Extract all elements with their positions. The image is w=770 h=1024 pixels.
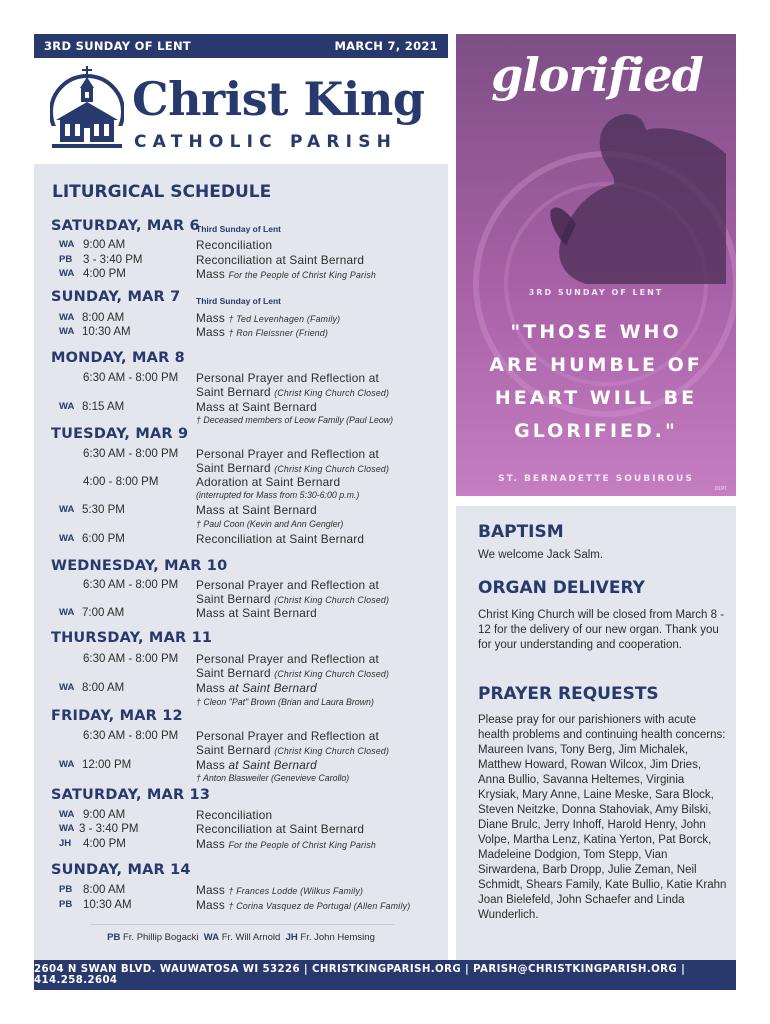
event-title-cont	[196, 385, 389, 400]
event-title	[196, 311, 340, 326]
day-heading: WEDNESDAY, MAR 10	[51, 558, 228, 574]
event-title: Reconciliation at Saint Bernard	[196, 822, 365, 836]
event-time: 10:30 AM	[82, 326, 131, 338]
header-bar	[34, 34, 448, 58]
event-title-cont	[196, 743, 389, 758]
event-detail: (Christ King Church Closed)	[274, 388, 390, 398]
event-title-text: Mass	[196, 837, 225, 851]
event-title	[196, 898, 410, 913]
clergy-name: Fr. Will Arnold	[221, 932, 281, 943]
announcements-panel	[456, 506, 736, 960]
event-time: 3 - 3:40 PM	[83, 254, 143, 266]
event-title-text: Mass	[196, 311, 225, 325]
baptism-heading: BAPTISM	[478, 522, 564, 542]
day-heading: SUNDAY, MAR 14	[51, 862, 191, 878]
event-title-text: Saint Bernard	[196, 461, 271, 475]
event-detail: † Corina Vasquez de Portugal (Allen Family)	[228, 901, 411, 911]
clergy-code: WA	[203, 932, 220, 943]
event-title-text: Mass	[196, 898, 225, 912]
event-detail: (Christ King Church Closed)	[274, 746, 390, 756]
event-title: Personal Prayer and Reflection at	[196, 652, 379, 666]
prayer-heading: PRAYER REQUESTS	[478, 684, 659, 704]
event-title: Reconciliation at Saint Bernard	[196, 532, 365, 546]
event-title: Mass at Saint Bernard	[196, 400, 317, 414]
parish-name: Christ King	[132, 72, 425, 126]
event-time: 6:30 AM - 8:00 PM	[83, 579, 179, 591]
celebrant-code: WA	[59, 239, 75, 250]
baptism-text: We welcome Jack Salm.	[478, 549, 604, 561]
event-title: Reconciliation	[196, 808, 273, 822]
church-icon	[50, 64, 124, 154]
lent-poster	[456, 34, 736, 496]
event-title-text: Mass	[196, 325, 225, 339]
celebrant-code: WA	[59, 759, 75, 770]
divider	[90, 924, 394, 925]
event-title-text: Mass	[196, 758, 225, 772]
event-time: 8:00 AM	[83, 884, 126, 896]
event-title: Personal Prayer and Reflection at	[196, 371, 379, 385]
day-heading: THURSDAY, MAR 11	[51, 630, 213, 646]
event-title: Adoration at Saint Bernard	[196, 475, 341, 489]
event-detail: † Ron Fleissner (Friend)	[228, 328, 329, 338]
quote-line: "THOSE WHO	[510, 321, 682, 343]
organ-text: Christ King Church will be closed from March 8 - 12 for the delivery of our new organ. Thank you for your understanding and cooperation.	[478, 609, 725, 651]
contact-footer: 2604 N SWAN BLVD. WAUWATOSA WI 53226 | CHRISTKINGPARISH.ORG | PARISH@CHRISTKINGPARISH.ORG | 414.258.2604	[34, 960, 736, 990]
event-title: Personal Prayer and Reflection at	[196, 447, 379, 461]
event-title-text: Saint Bernard	[196, 592, 271, 606]
day-heading: TUESDAY, MAR 9	[51, 426, 189, 442]
mass-intention: † Anton Blasweiler (Genevieve Carollo)	[196, 773, 350, 783]
event-title-cont	[196, 592, 389, 607]
quote-line: HEART WILL BE	[494, 387, 698, 409]
event-title-text: Saint Bernard	[196, 385, 271, 399]
day-heading: FRIDAY, MAR 12	[51, 708, 183, 724]
event-title	[196, 267, 376, 282]
poster-credit: OLPI	[714, 486, 726, 492]
event-title: Reconciliation	[196, 238, 273, 252]
clergy-name: Fr. Phillip Bogacki	[122, 932, 199, 943]
event-title-italic: at Saint Bernard	[228, 758, 317, 772]
organ-heading: ORGAN DELIVERY	[478, 578, 645, 598]
event-detail: † Ted Levenhagen (Family)	[228, 314, 341, 324]
event-time: 10:30 AM	[83, 899, 132, 911]
event-title: Mass at Saint Bernard	[196, 503, 317, 517]
event-time: 6:30 AM - 8:00 PM	[83, 730, 179, 742]
event-time: 4:00 - 8:00 PM	[83, 476, 159, 488]
day-note: Third Sunday of Lent	[196, 296, 281, 306]
celebrant-code: PB	[59, 254, 73, 265]
celebrant-code: WA	[59, 823, 75, 834]
parish-logo	[34, 58, 448, 164]
clergy-name: Fr. John Hemsing	[300, 932, 375, 943]
event-time: 9:00 AM	[83, 809, 126, 821]
header-occasion: 3RD SUNDAY OF LENT	[44, 39, 192, 53]
poster-quote	[456, 316, 736, 448]
event-time: 6:30 AM - 8:00 PM	[83, 372, 179, 384]
event-detail: For the People of Christ King Parish	[228, 840, 377, 850]
celebrant-code: WA	[59, 607, 75, 618]
event-detail: † Frances Lodde (Wilkus Family)	[228, 886, 364, 896]
event-title	[196, 758, 317, 772]
celebrant-code: WA	[59, 268, 75, 279]
event-time: 8:00 AM	[82, 312, 125, 324]
parish-subtitle: CATHOLIC PARISH	[134, 132, 398, 152]
event-title	[196, 837, 376, 852]
event-time: 9:00 AM	[83, 239, 126, 251]
event-title-italic: at Saint Bernard	[228, 681, 317, 695]
event-title: Personal Prayer and Reflection at	[196, 729, 379, 743]
header-date: MARCH 7, 2021	[334, 39, 438, 53]
celebrant-code: WA	[59, 809, 75, 820]
event-title: Personal Prayer and Reflection at	[196, 578, 379, 592]
clergy-code: JH	[285, 932, 298, 943]
event-title-cont	[196, 461, 389, 476]
day-heading: SUNDAY, MAR 7	[51, 289, 181, 305]
event-time: 3 - 3:40 PM	[79, 823, 139, 835]
event-title-text: Saint Bernard	[196, 743, 271, 757]
celebrant-code: WA	[59, 326, 75, 337]
celebrant-code: WA	[59, 312, 75, 323]
clergy-code: PB	[107, 932, 121, 943]
quote-line: ARE HUMBLE OF	[489, 354, 703, 376]
schedule-title: LITURGICAL SCHEDULE	[52, 182, 272, 202]
mass-intention: † Deceased members of Leow Family (Paul Leow)	[196, 415, 394, 425]
event-title: Reconciliation at Saint Bernard	[196, 253, 365, 267]
event-time: 4:00 PM	[83, 838, 126, 850]
liturgical-schedule	[34, 164, 448, 960]
quote-line: GLORIFIED."	[514, 420, 678, 442]
celebrant-code: PB	[59, 899, 73, 910]
event-note: (interrupted for Mass from 5:30-6:00 p.m.)	[196, 490, 360, 500]
prayer-text: Please pray for our parishioners with acute health problems and continuing health concerns: Maureen Ivans, Tony Berg, Jim Michalek, Matthew Howard, Rowan Wilcox, Jim Dries, Anna Bullio, Savanna Heltemes, Virginia Krysiak, Mary Anne, Laine Meske, Sara Block, Steven Neitzke, Donna Stahoviak, Amy Bilski, Diane Brulc, Jerry Inhoff, Harold Henry, John Volpe, Martha Lenz, Katina Yerton, Pat Borck, Madeleine Dodgion, Tom Stepp, Vian Sirwardena, Barb Dropp, Julie Zeman, Neil Schmidt, Shears Family, Kate Bullio, Katie Krahn Joan Bielefeld, John Schaefer and Linda Wunderlich.	[478, 714, 727, 921]
event-time: 6:00 PM	[82, 533, 125, 545]
celebrant-code: WA	[59, 682, 75, 693]
celebrant-code: WA	[59, 401, 75, 412]
event-title-text: Mass	[196, 681, 225, 695]
event-time: 6:30 AM - 8:00 PM	[83, 653, 179, 665]
event-time: 8:15 AM	[82, 401, 125, 413]
celebrant-code: WA	[59, 504, 75, 515]
mass-intention: † Paul Coon (Kevin and Ann Gengler)	[196, 519, 344, 529]
celebrant-code: PB	[59, 884, 73, 895]
poster-subtitle: 3RD SUNDAY OF LENT	[528, 288, 664, 297]
poster-author: ST. BERNADETTE SOUBIROUS	[498, 474, 694, 484]
event-title-text: Mass	[196, 267, 225, 281]
event-title: Mass at Saint Bernard	[196, 606, 317, 620]
event-title-text: Mass	[196, 883, 225, 897]
event-detail: (Christ King Church Closed)	[274, 464, 390, 474]
event-time: 12:00 PM	[82, 759, 132, 771]
clergy-legend	[34, 932, 448, 943]
poster-title: glorified	[491, 48, 703, 102]
event-title	[196, 681, 317, 695]
event-time: 8:00 AM	[82, 682, 125, 694]
event-title-text: Saint Bernard	[196, 666, 271, 680]
event-time: 6:30 AM - 8:00 PM	[83, 448, 179, 460]
event-title-cont	[196, 666, 389, 681]
mass-intention: † Cleon "Pat" Brown (Brian and Laura Brown)	[196, 697, 374, 707]
event-time: 4:00 PM	[83, 268, 126, 280]
day-heading: MONDAY, MAR 8	[51, 350, 185, 366]
event-time: 5:30 PM	[82, 504, 125, 516]
celebrant-code: JH	[59, 838, 72, 849]
event-detail: For the People of Christ King Parish	[228, 270, 377, 280]
day-heading: SATURDAY, MAR 13	[51, 787, 211, 803]
event-title	[196, 325, 328, 340]
day-heading: SATURDAY, MAR 6	[51, 218, 200, 234]
event-detail: (Christ King Church Closed)	[274, 595, 390, 605]
day-note: Third Sunday of Lent	[196, 224, 281, 234]
event-time: 7:00 AM	[82, 607, 125, 619]
celebrant-code: WA	[59, 533, 75, 544]
event-detail: (Christ King Church Closed)	[274, 669, 390, 679]
event-title	[196, 883, 363, 898]
